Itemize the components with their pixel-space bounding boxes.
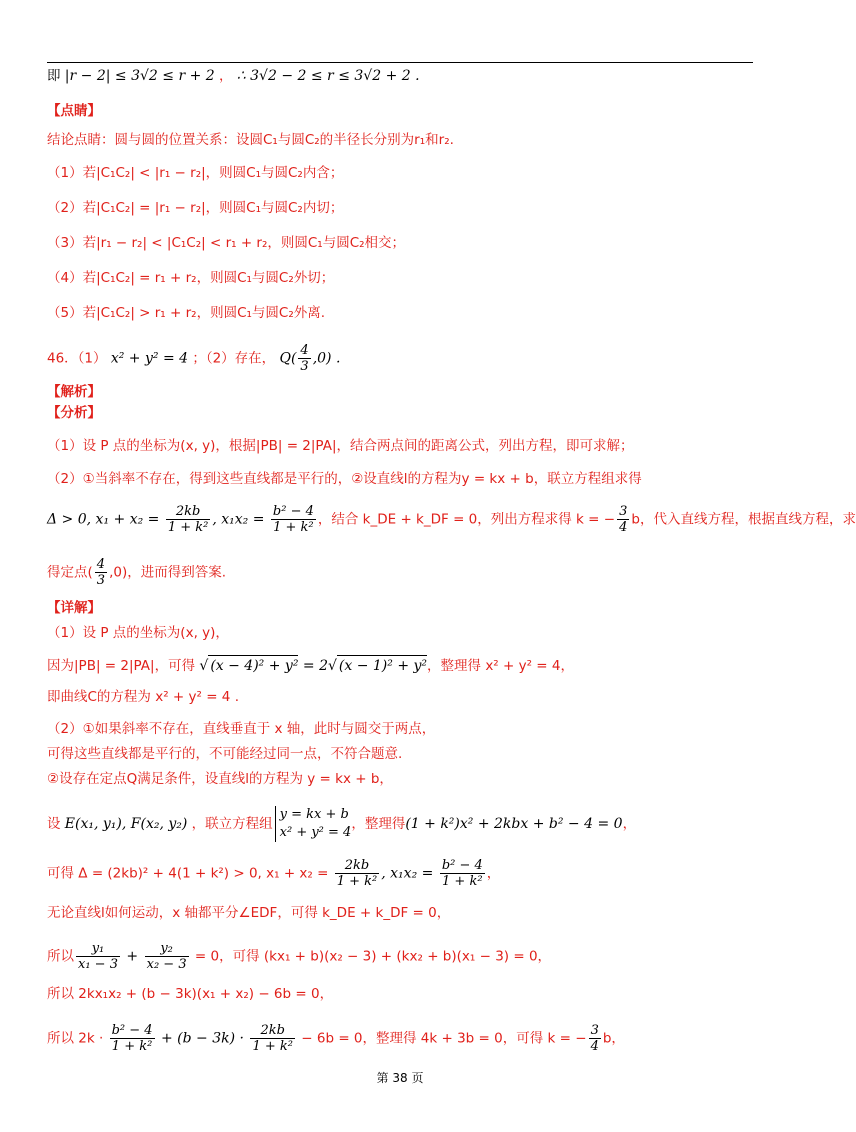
answer-46-number: 46．（1） xyxy=(47,350,107,367)
fenxi-3 xyxy=(47,504,856,535)
xiangjie-12-frac1 xyxy=(110,1023,155,1054)
xiangjie-10-plus: + xyxy=(121,948,143,965)
fraction-numerator: 3 xyxy=(590,1023,599,1038)
top-line-prefix: 即 xyxy=(47,68,61,84)
answer-46-fraction xyxy=(298,343,310,374)
fraction-numerator: 2kb xyxy=(166,504,211,520)
xiangjie-9: 无论直线l如何运动，x 轴都平分∠EDF，可得 k_DE + k_DF = 0， xyxy=(47,905,451,921)
fraction-numerator: y₂ xyxy=(145,941,189,957)
xiangjie-5: 可得这些直线都是平行的，不可能经过同一点，不符合题意. xyxy=(47,746,403,762)
xiangjie-2-text: 因为|PB| = 2|PA|，可得 xyxy=(47,658,200,674)
xiangjie-12-prefix: 所以 2k · xyxy=(47,1030,108,1047)
fraction-denominator: x₁ − 3 xyxy=(78,957,118,972)
fenxi-3-frac3 xyxy=(617,504,629,535)
xiangjie-7-tail: ， xyxy=(622,816,637,832)
xiangjie-7 xyxy=(47,806,636,842)
fenxi-4-fraction xyxy=(95,557,107,588)
xiangjie-12-tail: b， xyxy=(602,1030,625,1047)
xiangjie-12-frac2 xyxy=(250,1023,295,1054)
xiangjie-12-text: − 6b = 0，整理得 4k + 3b = 0，可得 k = − xyxy=(296,1030,587,1047)
case-1: （1）若|C₁C₂| < |r₁ − r₂|，则圆C₁与圆C₂内含； xyxy=(47,165,344,181)
system-row-1: y = kx + b xyxy=(279,807,349,822)
fenxi-3-product: , x₁x₂ = xyxy=(212,511,269,528)
answer-46-point-label: Q( xyxy=(279,350,297,367)
fenxi-4-tail: ,0)，进而得到答案. xyxy=(109,564,227,581)
xiangjie-7-prefix: 设 xyxy=(47,816,61,832)
fraction-numerator: 4 xyxy=(300,343,309,358)
top-line-math2: ∴ 3√2 − 2 ≤ r ≤ 3√2 + 2 . xyxy=(236,68,420,84)
top-line-math1: |r − 2| ≤ 3√2 ≤ r + 2 xyxy=(64,68,215,84)
fenxi-3-tail: b，代入直线方程，根据直线方程，求 xyxy=(631,511,856,528)
xiangjie-11: 所以 2kx₁x₂ + (b − 3k)(x₁ + x₂) − 6b = 0， xyxy=(47,986,334,1002)
fraction-numerator: 4 xyxy=(96,557,106,572)
top-rule xyxy=(47,62,753,63)
fraction-numerator: b² − 4 xyxy=(111,1023,153,1038)
fenxi-3-delta: Δ > 0, x₁ + x₂ = xyxy=(47,511,164,528)
answer-46-equation: x² + y² = 4 xyxy=(110,350,189,367)
xiangjie-6: ②设存在定点Q满足条件，设直线l的方程为 y = kx + b， xyxy=(47,771,393,787)
fraction-denominator: x₂ − 3 xyxy=(146,957,187,972)
xiangjie-10-prefix: 所以 xyxy=(47,948,74,965)
xiangjie-8 xyxy=(47,858,500,889)
fenxi-3-frac2 xyxy=(271,504,316,535)
case-2: （2）若|C₁C₂| = |r₁ − r₂|，则圆C₁与圆C₂内切； xyxy=(47,200,344,216)
heading-jiexi: 【解析】 xyxy=(47,384,101,400)
sqrt-radicand: (x − 1)² + y² xyxy=(337,655,427,676)
xiangjie-2 xyxy=(47,655,574,676)
fraction-denominator: 4 xyxy=(590,1039,599,1054)
xiangjie-1: （1）设 P 点的坐标为(x, y)， xyxy=(47,625,229,641)
fraction-numerator: 2kb xyxy=(335,858,380,874)
xiangjie-10 xyxy=(47,941,551,972)
conclusion-text: 结论点睛：圆与圆的位置关系：设圆C₁与圆C₂的半径长分别为r₁和r₂. xyxy=(47,132,454,148)
fenxi-4-text: 得定点( xyxy=(47,564,93,581)
xiangjie-12-middle: + (b − 3k) · xyxy=(156,1030,249,1047)
fenxi-3-text: ，结合 k_DE + k_DF = 0，列出方程求得 k = − xyxy=(317,511,616,528)
fraction-denominator: 3 xyxy=(300,359,309,374)
fraction-denominator: 1 + k² xyxy=(111,1039,153,1054)
top-result-line xyxy=(47,66,420,86)
fraction-denominator: 1 + k² xyxy=(252,1039,293,1054)
fraction-denominator: 1 + k² xyxy=(442,874,483,889)
case-3: （3）若|r₁ − r₂| < |C₁C₂| < r₁ + r₂，则圆C₁与圆C₂相交； xyxy=(47,235,406,251)
answer-46-point-tail: ,0) . xyxy=(312,350,341,367)
xiangjie-2-root-1: √ (x − 4)² + y² xyxy=(199,658,298,674)
xiangjie-2-equals: = 2 xyxy=(298,658,328,674)
fraction-numerator: 2kb xyxy=(250,1023,295,1039)
xiangjie-3: 即曲线C的方程为 x² + y² = 4 . xyxy=(47,689,239,705)
xiangjie-10-frac1 xyxy=(76,941,120,972)
top-line-sep: ， xyxy=(219,68,233,84)
fraction-denominator: 1 + k² xyxy=(167,520,209,535)
case-4: （4）若|C₁C₂| = r₁ + r₂，则圆C₁与圆C₂外切； xyxy=(47,270,335,286)
fraction-numerator: b² − 4 xyxy=(441,858,483,873)
system-row-2: x² + y² = 4 xyxy=(279,825,352,840)
fraction-denominator: 1 + k² xyxy=(273,520,314,535)
xiangjie-8-text: 可得 Δ = (2kb)² + 4(1 + k²) > 0, x₁ + x₂ = xyxy=(47,865,333,882)
xiangjie-12 xyxy=(47,1023,625,1054)
fraction-denominator: 4 xyxy=(619,520,628,535)
xiangjie-7-equation: (1 + k²)x² + 2kbx + b² − 4 = 0 xyxy=(405,816,623,832)
heading-dianjing: 【点睛】 xyxy=(47,103,101,119)
xiangjie-7-text: ，联立方程组 xyxy=(191,816,273,832)
fenxi-3-frac1 xyxy=(166,504,211,535)
fenxi-4 xyxy=(47,557,226,588)
xiangjie-2-tail: ，整理得 x² + y² = 4， xyxy=(427,658,575,674)
xiangjie-8-tail: ， xyxy=(486,865,501,882)
case-5: （5）若|C₁C₂| > r₁ + r₂，则圆C₁与圆C₂外离. xyxy=(47,305,326,321)
heading-xiangjie: 【详解】 xyxy=(47,600,101,616)
xiangjie-4: （2）①如果斜率不存在，直线垂直于 x 轴，此时与圆交于两点， xyxy=(47,721,436,737)
xiangjie-2-root-2: √ (x − 1)² + y² xyxy=(328,658,427,674)
fraction-denominator: 3 xyxy=(96,573,106,588)
fraction-numerator: y₁ xyxy=(76,941,120,957)
xiangjie-8-frac2 xyxy=(440,858,485,889)
xiangjie-8-product: , x₁x₂ = xyxy=(381,865,438,882)
fenxi-2: （2）①当斜率不存在，得到这些直线都是平行的，②设直线l的方程为y = kx + b，联立方程组求得 xyxy=(47,471,642,487)
answer-46 xyxy=(47,343,340,374)
xiangjie-12-frac3 xyxy=(589,1023,601,1054)
equation-system xyxy=(275,806,352,842)
xiangjie-7-points: E(x₁, y₁), F(x₂, y₂) xyxy=(64,816,188,832)
page-number: 第 38 页 xyxy=(376,1071,424,1085)
answer-46-part2: ；（2）存在， xyxy=(192,350,276,367)
fraction-denominator: 1 + k² xyxy=(336,874,378,889)
xiangjie-10-tail: = 0，可得 (kx₁ + b)(x₂ − 3) + (kx₂ + b)(x₁ − 3) = 0， xyxy=(190,948,552,965)
fraction-numerator: b² − 4 xyxy=(272,504,314,519)
heading-fenxi: 【分析】 xyxy=(47,405,101,421)
sqrt-radicand: (x − 4)² + y² xyxy=(208,655,298,676)
xiangjie-8-frac1 xyxy=(335,858,380,889)
xiangjie-10-frac2 xyxy=(145,941,189,972)
fraction-numerator: 3 xyxy=(619,504,628,519)
fenxi-1: （1）设 P 点的坐标为(x, y)，根据|PB| = 2|PA|，结合两点间的距离公式，列出方程，即可求解； xyxy=(47,438,634,454)
xiangjie-7-text-2: ，整理得 xyxy=(351,816,406,832)
